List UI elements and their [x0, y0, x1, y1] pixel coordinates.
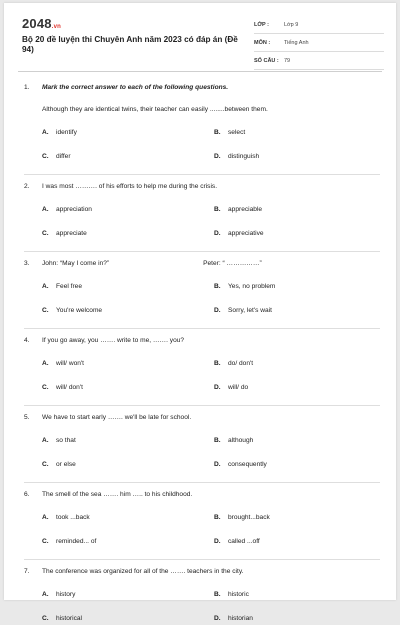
option-text: reminded... of: [56, 538, 97, 545]
option-text: historical: [56, 615, 83, 622]
question-4: [24, 336, 380, 394]
option-b[interactable]: [214, 283, 275, 290]
question-list: [24, 83, 380, 625]
meta-count-label: SỐ CÂU :: [254, 58, 279, 64]
question-1-stem: [24, 105, 380, 115]
question-divider: [24, 328, 380, 329]
question-number: 5.: [24, 414, 30, 421]
option-text: appreciative: [228, 230, 264, 237]
option-c[interactable]: [42, 230, 87, 237]
option-letter: D.: [214, 153, 221, 160]
logo-suffix: .vn: [51, 24, 62, 30]
option-letter: C.: [42, 615, 49, 622]
option-b[interactable]: [214, 437, 253, 444]
worksheet-page: [4, 3, 396, 622]
option-c[interactable]: [42, 538, 96, 545]
meta-class-label: LỚP :: [254, 22, 269, 28]
option-text: differ: [56, 153, 71, 160]
option-text: appreciate: [56, 230, 87, 237]
site-logo[interactable]: [22, 16, 61, 31]
option-letter: C.: [42, 307, 49, 314]
meta-subject-label: MÔN :: [254, 40, 271, 46]
option-letter: D.: [214, 230, 221, 237]
question-stem: We have to start early ……. we'll be late for school.: [42, 414, 192, 421]
option-text: took ...back: [56, 514, 90, 521]
option-a[interactable]: [42, 206, 92, 213]
option-letter: A.: [42, 437, 49, 444]
question-number: 6.: [24, 491, 30, 498]
option-letter: B.: [214, 206, 221, 213]
option-row: [24, 360, 380, 370]
option-letter: A.: [42, 514, 49, 521]
option-text: or else: [56, 461, 76, 468]
option-letter: C.: [42, 153, 49, 160]
option-letter: B.: [214, 591, 221, 598]
option-letter: D.: [214, 538, 221, 545]
option-letter: C.: [42, 461, 49, 468]
question-7: [24, 567, 380, 625]
option-row: [24, 230, 380, 240]
option-a[interactable]: [42, 129, 77, 136]
question-stem: John: “May I come in?”: [42, 260, 110, 267]
option-a[interactable]: [42, 360, 84, 367]
option-text: historian: [228, 615, 253, 622]
question-divider: [24, 482, 380, 483]
question-stem: The smell of the sea ……. him ….. to his childhood.: [42, 491, 193, 498]
option-letter: C.: [42, 538, 49, 545]
question-divider: [24, 174, 380, 175]
question-3-stem: [24, 259, 380, 269]
question-stem: The conference was organized for all of the ……. teachers in the city.: [42, 568, 244, 575]
option-text: identify: [56, 129, 77, 136]
option-letter: A.: [42, 360, 49, 367]
option-row: [24, 538, 380, 548]
option-row: [24, 615, 380, 625]
question-stem: If you go away, you ……. write to me, ……. you?: [42, 337, 185, 344]
option-text: called ...off: [228, 538, 260, 545]
meta-class-value: Lớp 9: [284, 22, 299, 28]
meta-subject-value: Tiếng Anh: [284, 40, 309, 46]
option-letter: D.: [214, 461, 221, 468]
option-letter: A.: [42, 129, 49, 136]
option-letter: D.: [214, 307, 221, 314]
option-text: do/ don't: [228, 360, 254, 367]
option-c[interactable]: [42, 461, 76, 468]
option-row: [24, 461, 380, 471]
option-text: Sorry, let's wait: [228, 307, 273, 314]
question-4-stem: [24, 336, 380, 346]
question-number: 3.: [24, 260, 30, 267]
option-text: history: [56, 591, 76, 598]
option-text: will/ do: [228, 384, 249, 391]
option-text: consequently: [228, 461, 267, 468]
option-a[interactable]: [42, 283, 82, 290]
document-title: Bộ 20 đề luyện thi Chuyên Anh năm 2023 có đáp án (Đề 94): [22, 35, 238, 54]
document-header: [22, 15, 382, 63]
question-divider: [24, 559, 380, 560]
option-letter: B.: [214, 360, 221, 367]
question-number: 4.: [24, 337, 30, 344]
question-stem: I was most ………. of his efforts to help me during the crisis.: [42, 183, 218, 190]
question-5-stem: [24, 413, 380, 423]
option-text: so that: [56, 437, 76, 444]
option-letter: C.: [42, 230, 49, 237]
option-b[interactable]: [214, 591, 249, 598]
option-b[interactable]: [214, 360, 253, 367]
option-text: although: [228, 437, 254, 444]
document-meta: [254, 18, 384, 72]
option-row: [24, 206, 380, 216]
option-d[interactable]: [214, 307, 272, 314]
question-6: [24, 490, 380, 548]
option-b[interactable]: [214, 206, 262, 213]
option-d[interactable]: [214, 461, 267, 468]
option-row: [24, 307, 380, 317]
question-number: 2.: [24, 183, 30, 190]
question-5: [24, 413, 380, 471]
question-1: [24, 83, 380, 163]
question-stem-reply: Peter: “ ……………”: [203, 260, 262, 267]
option-text: will/ won't: [56, 360, 85, 367]
option-row: [24, 153, 380, 163]
logo-text: 2048: [22, 16, 52, 31]
option-row: [24, 129, 380, 139]
option-text: will/ don't: [56, 384, 83, 391]
option-text: You're welcome: [56, 307, 103, 314]
option-c[interactable]: [42, 307, 102, 314]
option-c[interactable]: [42, 384, 83, 391]
question-6-stem: [24, 490, 380, 500]
question-number: 1.: [24, 84, 30, 91]
option-letter: A.: [42, 591, 49, 598]
option-row: [24, 437, 380, 447]
question-divider: [24, 405, 380, 406]
meta-count-value: 79: [284, 58, 291, 64]
option-letter: C.: [42, 384, 49, 391]
meta-class-row: [254, 18, 384, 34]
option-a[interactable]: [42, 514, 90, 521]
question-2-stem: [24, 182, 380, 192]
option-letter: B.: [214, 129, 221, 136]
option-letter: A.: [42, 206, 49, 213]
option-row: [24, 283, 380, 293]
option-text: select: [228, 129, 246, 136]
option-c[interactable]: [42, 615, 82, 622]
question-number: 7.: [24, 568, 30, 575]
option-c[interactable]: [42, 153, 71, 160]
question-1-instruction: [24, 83, 380, 93]
option-letter: B.: [214, 514, 221, 521]
option-row: [24, 384, 380, 394]
question-2: [24, 182, 380, 240]
option-letter: B.: [214, 437, 221, 444]
question-stem: Although they are identical twins, their teacher can easily ........between them.: [42, 106, 268, 113]
option-d[interactable]: [214, 384, 248, 391]
option-text: appreciable: [228, 206, 263, 213]
meta-count-row: [254, 54, 384, 70]
option-d[interactable]: [214, 230, 264, 237]
option-d[interactable]: [214, 615, 253, 622]
option-b[interactable]: [214, 514, 270, 521]
option-a[interactable]: [42, 591, 75, 598]
option-row: [24, 514, 380, 524]
question-divider: [24, 251, 380, 252]
header-divider: [18, 71, 382, 72]
question-3: [24, 259, 380, 317]
option-d[interactable]: [214, 538, 260, 545]
option-a[interactable]: [42, 437, 76, 444]
question-instruction: Mark the correct answer to each of the following questions.: [42, 84, 229, 91]
option-letter: D.: [214, 615, 221, 622]
option-text: historic: [228, 591, 249, 598]
option-text: Yes, no problem: [228, 283, 276, 290]
option-text: distinguish: [228, 153, 260, 160]
option-text: Feel free: [56, 283, 83, 290]
meta-subject-row: [254, 36, 384, 52]
option-b[interactable]: [214, 129, 245, 136]
option-letter: B.: [214, 283, 221, 290]
option-text: brought...back: [228, 514, 270, 521]
option-letter: A.: [42, 283, 49, 290]
option-d[interactable]: [214, 153, 259, 160]
question-7-stem: [24, 567, 380, 577]
option-letter: D.: [214, 384, 221, 391]
option-text: appreciation: [56, 206, 92, 213]
